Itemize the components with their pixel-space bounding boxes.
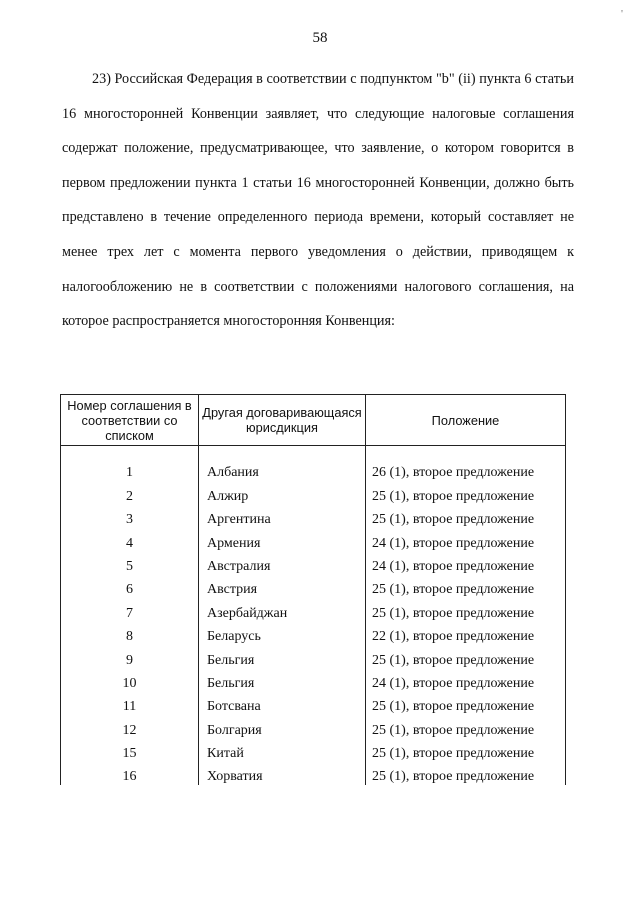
provision-cell: 25 (1), второе предложение — [366, 692, 566, 715]
jurisdiction-cell: Алжир — [199, 481, 366, 504]
provision-cell: 25 (1), второе предложение — [366, 575, 566, 598]
table-row — [61, 739, 566, 762]
table-row — [61, 481, 566, 504]
spacer-row — [61, 446, 566, 459]
jurisdiction-cell: Австралия — [199, 552, 366, 575]
provision-cell: 24 (1), второе предложение — [366, 528, 566, 551]
body-paragraph: 23) Российская Федерация в соответствии с подпунктом "b" (ii) пункта 6 статьи 16 многосторонней Конвенции заявляет, что следующие налоговые соглашения содержат положение, предусматривающее, что заявление, о котором говорится в первом предложении пункта 1 статьи 16 многосторонней Конвенции, должно быть представлено в течение определенного периода времени, который составляет не менее трех лет с момента первого уведомления о действии, приводящем к налогообложению не в соответствии с положениями налогового соглашения, на которое распространяется многосторонняя Конвенция: — [62, 71, 574, 330]
agreement-number-cell: 5 — [61, 552, 199, 575]
page-number: 58 — [312, 30, 328, 46]
agreements-table-container — [60, 394, 565, 798]
jurisdiction-cell: Бельгия — [199, 645, 366, 668]
jurisdiction-cell: Армения — [199, 528, 366, 551]
jurisdiction-cell: Азербайджан — [199, 598, 366, 621]
header-row — [61, 395, 566, 446]
table-row — [61, 645, 566, 668]
jurisdiction-cell: Китай — [199, 739, 366, 762]
provision-cell: 25 (1), второе предложение — [366, 505, 566, 528]
jurisdiction-cell: Албания — [199, 458, 366, 481]
table-row — [61, 715, 566, 738]
provision-cell: 25 (1), второе предложение — [366, 481, 566, 504]
header-jurisdiction: Другая договаривающаяся юрисдикция — [199, 395, 366, 446]
agreement-number-cell: 6 — [61, 575, 199, 598]
table-row — [61, 575, 566, 598]
table-row — [61, 458, 566, 481]
provision-cell: 25 (1), второе предложение — [366, 645, 566, 668]
table-header — [61, 395, 566, 446]
jurisdiction-cell: Аргентина — [199, 505, 366, 528]
provision-cell: 24 (1), второе предложение — [366, 669, 566, 692]
corner-mark: ' — [621, 8, 623, 20]
table-row — [61, 669, 566, 692]
provision-cell: 22 (1), второе предложение — [366, 622, 566, 645]
agreements-table — [60, 394, 566, 785]
table-row — [61, 692, 566, 715]
table-row — [61, 528, 566, 551]
agreement-number-cell: 4 — [61, 528, 199, 551]
agreement-number-cell: 9 — [61, 645, 199, 668]
jurisdiction-cell: Австрия — [199, 575, 366, 598]
agreement-number-cell: 8 — [61, 622, 199, 645]
agreement-number-cell: 11 — [61, 692, 199, 715]
agreement-number-cell: 15 — [61, 739, 199, 762]
table-row — [61, 762, 566, 785]
jurisdiction-cell: Хорватия — [199, 762, 366, 785]
provision-cell: 25 (1), второе предложение — [366, 762, 566, 785]
jurisdiction-cell: Беларусь — [199, 622, 366, 645]
provision-cell: 24 (1), второе предложение — [366, 552, 566, 575]
agreement-number-cell: 12 — [61, 715, 199, 738]
header-agreement-number: Номер соглашения в соответствии со списком — [61, 395, 199, 446]
provision-cell: 25 (1), второе предложение — [366, 715, 566, 738]
table-row — [61, 622, 566, 645]
provision-cell: 25 (1), второе предложение — [366, 598, 566, 621]
agreement-number-cell: 7 — [61, 598, 199, 621]
agreement-number-cell: 1 — [61, 458, 199, 481]
provision-cell: 25 (1), второе предложение — [366, 739, 566, 762]
jurisdiction-cell: Бельгия — [199, 669, 366, 692]
agreement-number-cell: 10 — [61, 669, 199, 692]
table-row — [61, 552, 566, 575]
agreement-number-cell: 16 — [61, 762, 199, 785]
header-provision: Положение — [366, 395, 566, 446]
jurisdiction-cell: Ботсвана — [199, 692, 366, 715]
table-row — [61, 505, 566, 528]
agreement-number-cell: 3 — [61, 505, 199, 528]
table-body — [61, 446, 566, 786]
agreement-number-cell: 2 — [61, 481, 199, 504]
jurisdiction-cell: Болгария — [199, 715, 366, 738]
table-row — [61, 598, 566, 621]
provision-cell: 26 (1), второе предложение — [366, 458, 566, 481]
